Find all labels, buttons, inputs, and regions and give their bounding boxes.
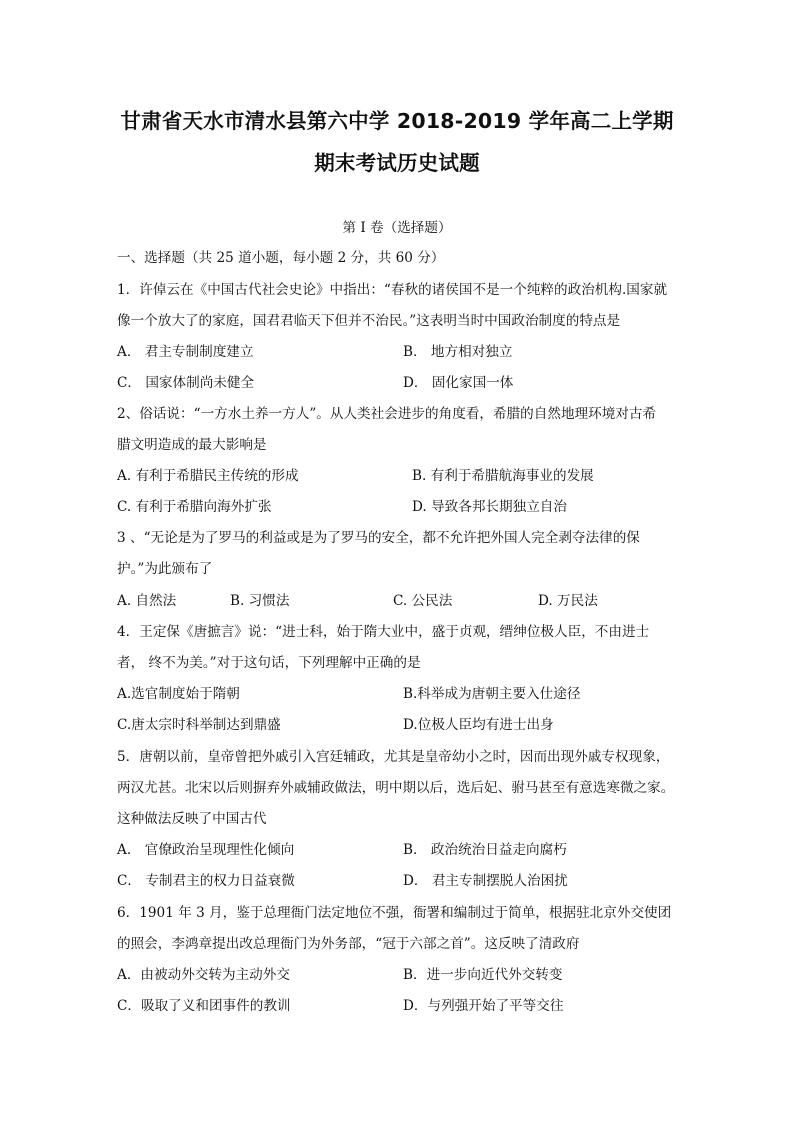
question-stem-line: 像一个放大了的家庭，国君君临天下但并不治民。”这表明当时中国政治制度的特点是 <box>117 313 621 329</box>
option-c: C.唐太宗时科举制达到鼎盛 <box>117 717 281 733</box>
option-d: D. 万民法 <box>538 593 598 609</box>
section-instruction: 一、选择题（共 25 道小题，每小题 2 分，共 60 分） <box>117 250 445 266</box>
option-d: D. 导致各邦长期独立自治 <box>412 499 567 515</box>
option-c: C． 国家体制尚未健全 <box>117 375 255 391</box>
question-stem-line: 6．1901 年 3 月，鉴于总理衙门法定地位不强，衙署和编制过于简单，根据驻北京外交使团 <box>117 905 672 921</box>
exam-title-line2: 期末考试历史试题 <box>314 151 480 175</box>
option-b: B. 习惯法 <box>230 593 290 609</box>
option-d: D．与列强开始了平等交往 <box>403 998 564 1014</box>
option-a: A．由被动外交转为主动外交 <box>117 967 290 983</box>
option-b: B． 地方相对独立 <box>403 344 513 360</box>
question-stem-line: 2、俗话说：“一方水土养一方人”。从人类社会进步的角度看，希腊的自然地理环境对古希 <box>117 406 657 422</box>
question-stem-line: 这种做法反映了中国古代 <box>117 811 267 827</box>
section-heading: 第 I 卷（选择题） <box>342 220 452 236</box>
option-c: C. 有利于希腊向海外扩张 <box>117 499 272 515</box>
option-b: B．进一步向近代外交转变 <box>403 967 563 983</box>
option-a: A． 君主专制制度建立 <box>117 344 254 360</box>
question-stem-line: 两汉尤甚。北宋以后则摒弃外戚辅政做法，明中期以后，选后妃、驸马甚至有意选寒微之家。 <box>117 780 675 796</box>
question-stem-line: 3 、“无论是为了罗马的利益或是为了罗马的安全，都不允许把外国人完全剥夺法律的保 <box>117 530 640 546</box>
question-stem-line: 1．许倬云在《中国古代社会史论》中指出：“春秋的诸侯国不是一个纯粹的政治机构.国家就 <box>117 282 668 298</box>
question-stem-line: 护。”为此颁布了 <box>117 561 213 577</box>
option-b: B． 政治统治日益走向腐朽 <box>403 842 567 858</box>
question-stem-line: 5．唐朝以前，皇帝曾把外戚引入宫廷辅政，尤其是皇帝幼小之时，因而出现外戚专权现象， <box>117 749 670 765</box>
question-stem-line: 者， 终不为美。”对于这句话，下列理解中正确的是 <box>117 655 421 671</box>
option-c: C. 公民法 <box>393 593 453 609</box>
question-stem-line: 的照会，李鸿章提出改总理衙门为外务部，“冠于六部之首”。这反映了清政府 <box>117 936 580 952</box>
option-b: B.科举成为唐朝主要入仕途径 <box>403 686 581 702</box>
question-stem-line: 腊文明造成的最大影响是 <box>117 437 267 453</box>
option-c: C．吸取了义和团事件的教训 <box>117 998 291 1014</box>
exam-title-line1: 甘肃省天水市清水县第六中学 2018-2019 学年高二上学期 <box>120 109 674 133</box>
question-stem-line: 4．王定保《唐摭言》说：“进士科，始于隋大业中，盛于贞观，缙绅位极人臣，不由进士 <box>117 624 650 640</box>
option-d: D． 固化家国一体 <box>403 375 514 391</box>
option-a: A． 官僚政治呈现理性化倾向 <box>117 842 295 858</box>
option-c: C． 专制君主的权力日益衰微 <box>117 873 295 889</box>
option-d: D.位极人臣均有进士出身 <box>403 717 554 733</box>
option-d: D． 君主专制摆脱人治困扰 <box>403 873 568 889</box>
option-b: B. 有利于希腊航海事业的发展 <box>412 468 594 484</box>
option-a: A.选官制度始于隋朝 <box>117 686 240 702</box>
option-a: A. 自然法 <box>117 593 177 609</box>
option-a: A. 有利于希腊民主传统的形成 <box>117 468 299 484</box>
